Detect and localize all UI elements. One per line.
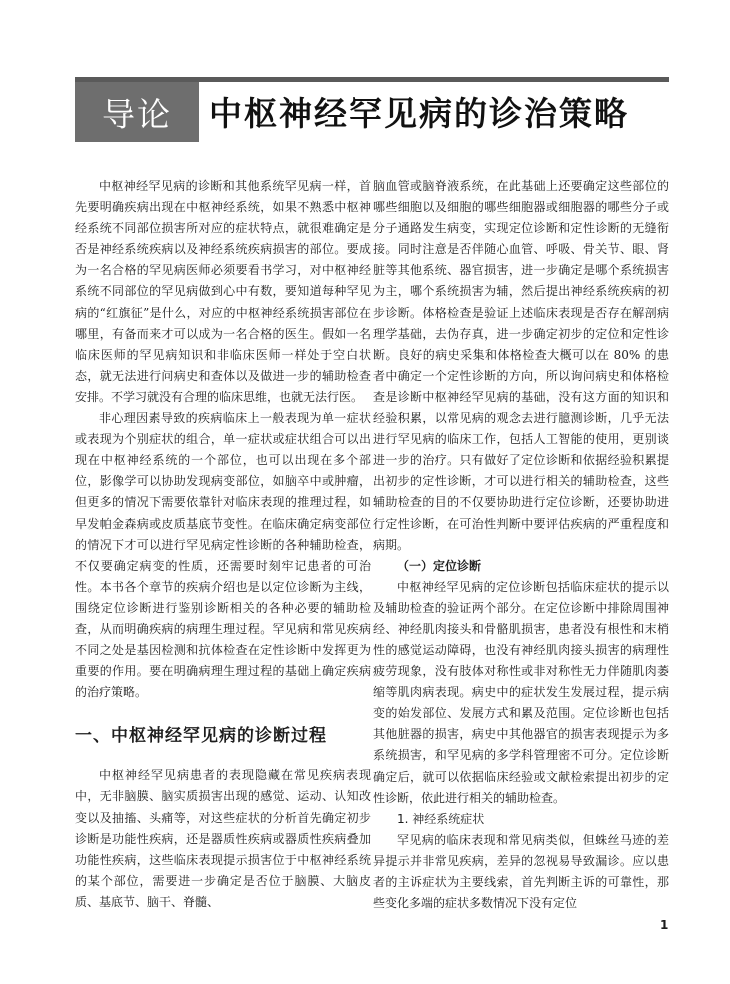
intro-paragraph-2: 非心理因素导致的疾病临床上一般表现为单一症状或表现为个别症状的组合，单一症状或症状组合可以出现在中枢神经系统的一个部位，也可以出现在多个部位，影像学可以协助发现病变部位，如脑卒中或肿瘤，但更多的情况下需要依靠针对临床表现的推理过程，如早发帕金森病或皮质基底节变性。在临床确定病变部位的情况下才可以进行罕见病定性诊断的各种辅助检查，不仅要确定病变的性质，还需要时刻牢记患者的可治性。本书各个章节的疾病介绍也是以定位诊断为主线，围绕定位诊断进行鉴别诊断相关的各种必要的辅助检查，从而明确疾病的病理生理过程。罕见病和常见疾病不同之处是基因检测和抗体检查在定性诊断中发挥更为重要的作用。要在明确病理生理过程的基础上确定疾病的治疗策略。	[75, 411, 371, 700]
section-paragraph-1: 中枢神经罕见病患者的表现隐藏在常见疾病表现中，无非脑膜、脑实质损害出现的感觉、运动、认知改变以及抽搐、头痛等，对这些症状的分析首先确定初步诊断是功能性疾病，还是器质性疾病或器质性疾病叠加功能性疾病，这些临床表现提示损害位于中枢神经系统的某个部位，需要进一步确定是否位于脑膜、大脑皮质、基底节、脑干、脊髓、	[75, 768, 371, 909]
section-heading: 一、中枢神经罕见病的诊断过程	[75, 726, 327, 747]
subheading-localization: （一）定位诊断	[397, 558, 482, 573]
continued-paragraph: 脑血管或脑脊液系统，在此基础上还要确定这些部位的哪些细胞以及细胞的哪些细胞器或细胞器的哪些分子或分子通路发生病变，实现定位诊断和定性诊断的无缝衔接。同时注意是否伴随心血管、呼吸、骨关节、眼、肾脏等其他系统、器官损害，进一步确定是哪个系统损害为主，哪个系统损害为辅，然后提出神经系统疾病的初步诊断。体格检查是验证上述临床表现是否存在解剖病理学基础，去伪存真，进一步确定初步的定位和定性诊断。良好的病史采集和体格检查大概可以在 80% 的患者中确定一个定性诊断的方向，所以询问病史和体格检查是诊断中枢神经罕见病的基础，没有这方面的知识和经验积累，以常见病的观念去进行臆测诊断，几乎无法进行罕见病的临床工作，包括人工智能的使用，更别谈进一步的治疗。只有做好了定位诊断和依据经验积累提出初步的定性诊断，才可以进行相关的辅助检查，这些辅助检查的目的不仅要协助进行定位诊断，还要协助进行定性诊断，在可治性判断中要评估疾病的严重程度和病期。	[373, 179, 669, 552]
chapter-title: 中枢神经罕见病的诊治策略	[209, 94, 629, 133]
chapter-tag: 导论	[75, 82, 199, 142]
symptoms-paragraph: 罕见病的临床表现和常见病类似，但蛛丝马迹的差异提示并非常见疾病，差异的忽视易导致漏诊。应以患者的主诉症状为主要线索，首先判断主诉的可靠性，那些变化多端的症状多数情况下没有定位	[373, 832, 669, 910]
chapter-header	[75, 82, 669, 146]
left-column	[75, 176, 371, 913]
right-column	[373, 176, 669, 914]
intro-paragraph-1: 中枢神经罕见病的诊断和其他系统罕见病一样，首先要明确疾病出现在中枢神经系统，如果不熟悉中枢神经系统不同部位损害所对应的症状特点，就很难确定是否是神经系统疾病以及神经系统疾病损害的部位。要成为一名合格的罕见病医师必须要看书学习，对中枢神经系统不同部位的罕见病做到心中有数，要知道每种罕见病的“红旗征”是什么，对应的中枢神经系统损害部位在哪里，有备而来才可以成为一名合格的医生。假如一名临床医师的罕见病知识和非临床医师一样处于空白状态，就无法进行问病史和查体以及做进一步的辅助检查安排。不学习就没有合理的临床思维，也就无法行医。	[75, 179, 371, 404]
page-number: 1	[660, 918, 669, 932]
localization-paragraph: 中枢神经罕见病的定位诊断包括临床症状的提示以及辅助检查的验证两个部分。在定位诊断中排除周围神经、神经肌肉接头和骨骼肌损害，患者没有根性和末梢性的感觉运动障碍，也没有神经肌肉接头损害的病理性疲劳现象，没有肢体对称性或非对称性无力伴随肌肉萎缩等肌肉病表现。病史中的症状发生发展过程，提示病变的始发部位、发展方式和累及范围。定位诊断也包括其他脏器的损害，病史中其他器官的损害表现提示为多系统损害，和罕见病的多学科管理密不可分。定位诊断确定后，就可以依据临床经验或文献检索提出初步的定性诊断，依此进行相关的辅助检查。	[373, 579, 669, 805]
subheading-symptoms: 1. 神经系统症状	[397, 811, 485, 826]
